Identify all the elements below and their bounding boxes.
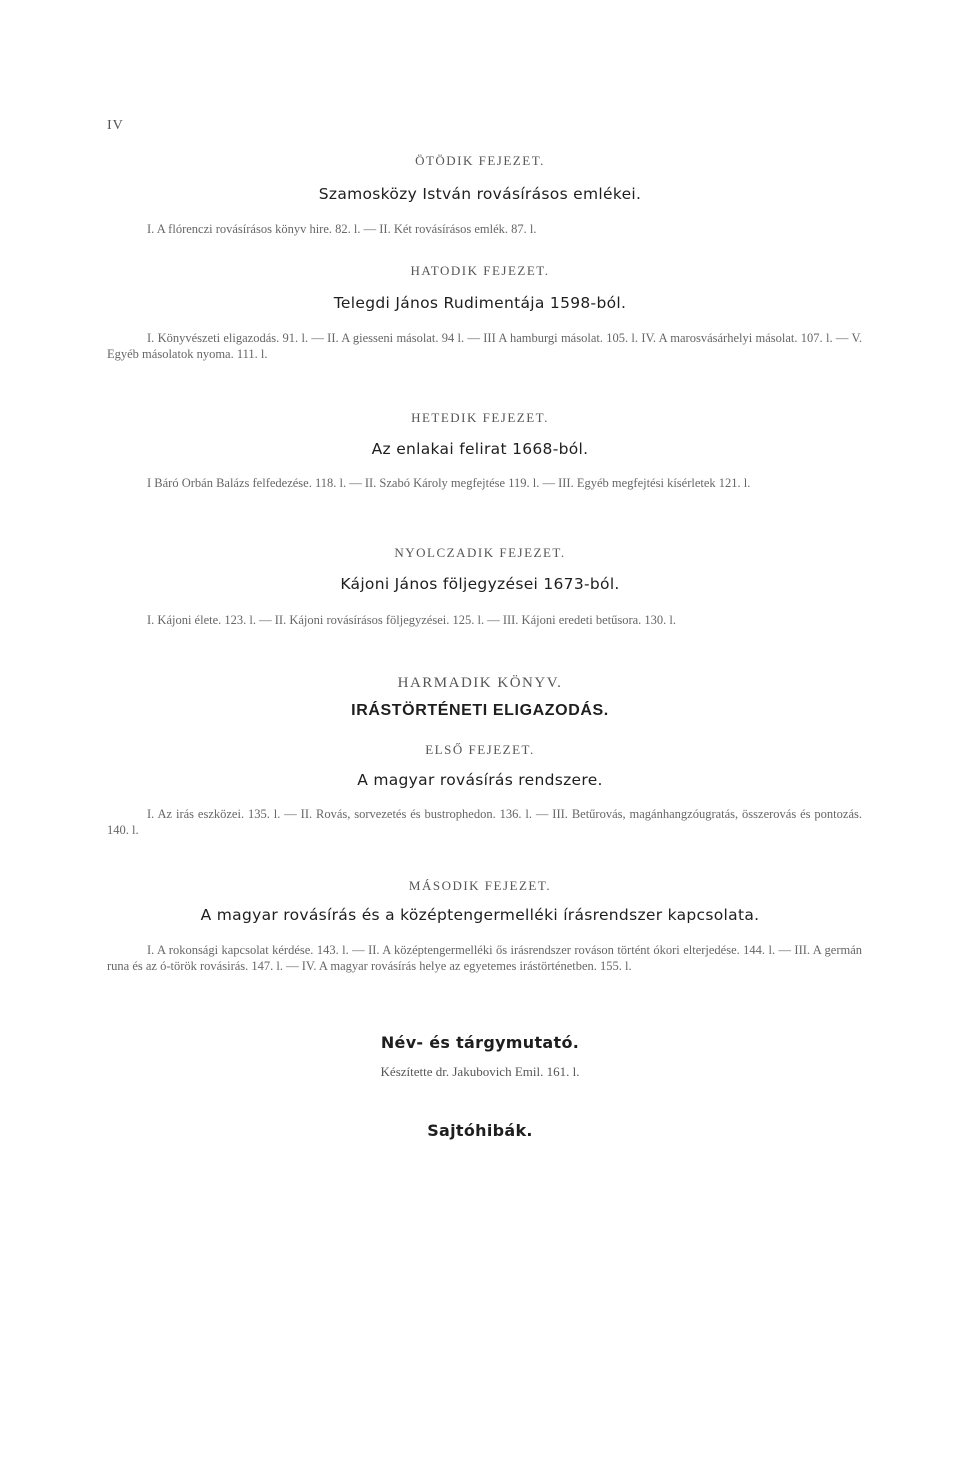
chapter-title: A magyar rovásírás rendszere.: [357, 771, 603, 789]
chapter-heading: HETEDIK FEJEZET.: [411, 410, 549, 425]
chapter-contents: I Báró Orbán Balázs felfedezése. 118. l. — II. Szabó Károly megfejtése 119. l. — III. Egyéb megfejtési kísérletek 121. l.: [147, 476, 751, 490]
chapter-heading: HATODIK FEJEZET.: [410, 263, 550, 278]
chapter-title: Az enlakai felirat 1668-ból.: [371, 440, 589, 458]
chapter-contents: I. A flórenczi rovásírásos könyv hire. 82. l. — II. Két rovásírásos emlék. 87. l.: [147, 222, 537, 236]
chapter-title: A magyar rovásírás és a középtengermelléki írásrendszer kapcsolata.: [200, 906, 760, 924]
chapter-title: Szamosközy István rovásírásos emlékei.: [318, 185, 642, 203]
index-title: Név- és tárgymutató.: [380, 1033, 580, 1052]
index-credit: Készítette dr. Jakubovich Emil. 161. l.: [380, 1064, 580, 1079]
chapter-heading: ELSŐ FEJEZET.: [425, 742, 535, 757]
chapter-title: Kájoni János följegyzései 1673-ból.: [340, 575, 620, 593]
chapter-contents: I. Kájoni élete. 123. l. — II. Kájoni rovásírásos följegyzései. 125. l. — III. Kájoni eredeti betűsora. 130. l.: [147, 613, 677, 627]
chapter-contents: I. A rokonsági kapcsolat kérdése. 143. l. — II. A középtengermelléki ős irásrendszer rováson történt ókori elterjedése. 144. l. — III. A germán runa és az ó-török rovásirás. 147. l. — IV. A magyar rovásírás helye az egyetemes irástörténetben. 155. l.: [107, 943, 862, 973]
book-heading: HARMADIK KÖNYV.: [397, 675, 563, 691]
errata-title: Sajtóhibák.: [427, 1121, 533, 1140]
book-title: IRÁSTÖRTÉNETI ELIGAZODÁS.: [351, 702, 609, 719]
chapter-heading: NYOLCZADIK FEJEZET.: [394, 545, 566, 560]
chapter-contents: I. Könyvészeti eligazodás. 91. l. — II. A giesseni másolat. 94 l. — III A hamburgi másolat. 105. l. IV. A marosvásárhelyi másolat. 107. l. — V. Egyéb másolatok nyoma. 111. l.: [107, 331, 862, 361]
chapter-heading: ÖTÖDIK FEJEZET.: [415, 153, 545, 168]
chapter-contents: I. Az irás eszközei. 135. l. — II. Rovás, sorvezetés és bustrophedon. 136. l. — III. Betűrovás, magánhangzóugratás, összerovás és pontozás. 140. l.: [107, 807, 862, 837]
page-number: IV: [107, 118, 124, 133]
chapter-heading: MÁSODIK FEJEZET.: [408, 878, 552, 893]
chapter-title: Telegdi János Rudimentája 1598-ból.: [333, 294, 627, 312]
